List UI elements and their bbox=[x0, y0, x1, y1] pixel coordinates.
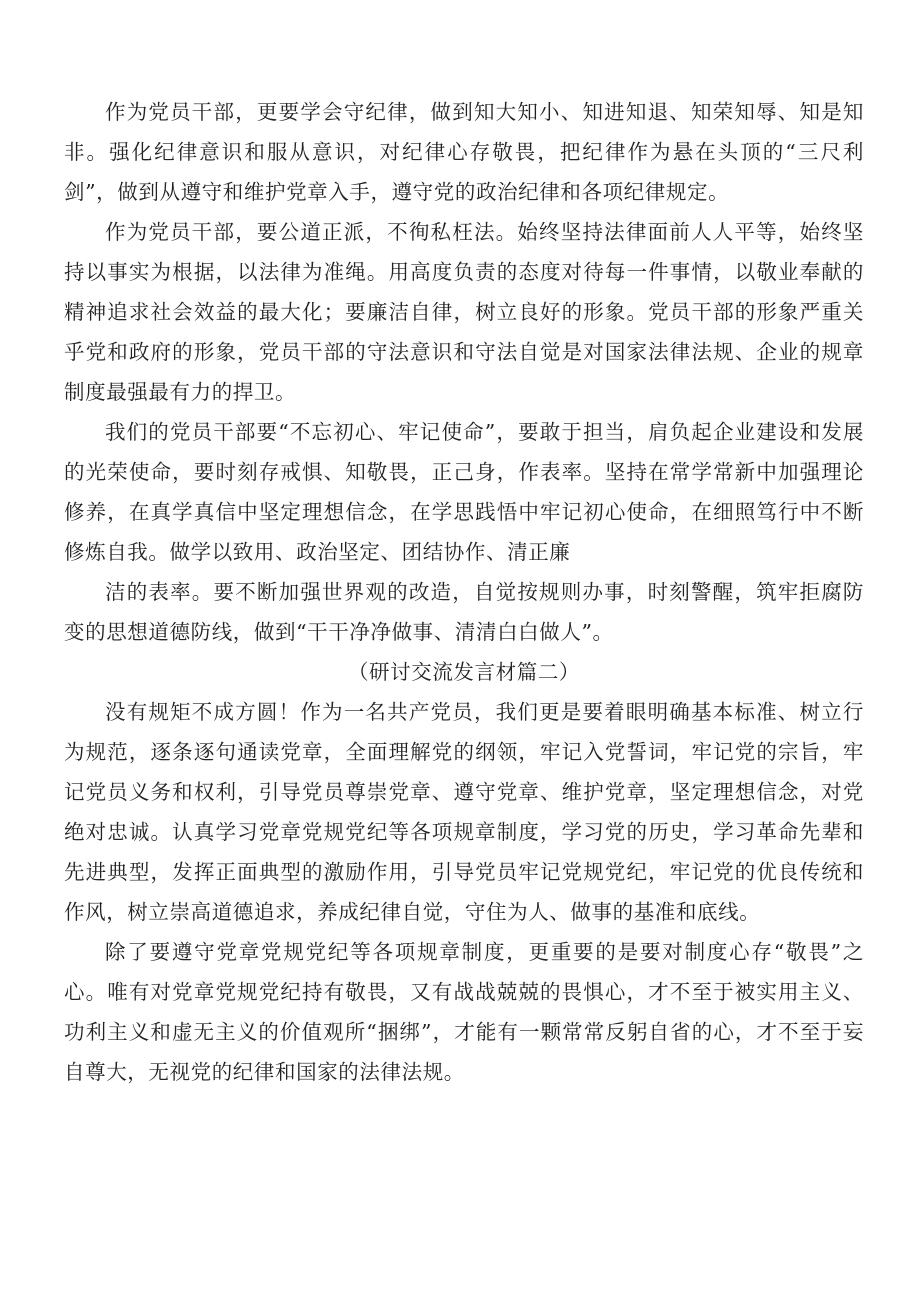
paragraph-mission: 我们的党员干部要“不忘初心、牢记使命”，要敢于担当，肩负起企业建设和发展的光荣使命，要时刻存戒惧、知敬畏，正己身，作表率。坚持在常学常新中加强理论修养，在真学真信中坚定理想信念，在学思践悟中牢记初心使命，在细照笃行中不断修炼自我。做学以致用、政治坚定、团结协作、清正廉 bbox=[64, 420, 864, 564]
paragraph-exemplar: 洁的表率。要不断加强世界观的改造，自觉按规则办事，时刻警醒，筑牢拒腐防变的思想道德防线，做到“干干净净做事、清清白白做人”。 bbox=[64, 580, 864, 644]
document-body bbox=[64, 92, 864, 1092]
paragraph-integrity: 作为党员干部，要公道正派，不徇私枉法。始终坚持法律面前人人平等，始终坚持以事实为根据，以法律为准绳。用高度负责的态度对待每一件事情，以敬业奉献的精神追求社会效益的最大化；要廉洁自律，树立良好的形象。党员干部的形象严重关乎党和政府的形象，党员干部的守法意识和守法自觉是对国家法律法规、企业的规章制度最强最有力的捍卫。 bbox=[64, 220, 864, 404]
paragraph-discipline: 作为党员干部，更要学会守纪律，做到知大知小、知进知退、知荣知辱、知是知非。强化纪律意识和服从意识，对纪律心存敬畏，把纪律作为悬在头顶的“三尺利剑”，做到从遵守和维护党章入手，遵守党的政治纪律和各项纪律规定。 bbox=[64, 100, 864, 204]
paragraph-rules: 没有规矩不成方圆！作为一名共产党员，我们更是要着眼明确基本标准、树立行为规范，逐条逐句通读党章，全面理解党的纲领，牢记入党誓词，牢记党的宗旨，牢记党员义务和权利，引导党员尊崇党章、遵守党章、维护党章，坚定理想信念，对党绝对忠诚。认真学习党章党规党纪等各项规章制度，学习党的历史，学习革命先辈和先进典型，发挥正面典型的激励作用，引导党员牢记党规党纪，牢记党的优良传统和作风，树立崇高道德追求，养成纪律自觉，守住为人、做事的基准和底线。 bbox=[64, 700, 864, 924]
paragraph-reverence: 除了要遵守党章党规党纪等各项规章制度，更重要的是要对制度心存“敬畏”之心。唯有对党章党规党纪持有敬畏，又有战战兢兢的畏惧心，才不至于被实用主义、功利主义和虚无主义的价值观所“捆绑”，才能有一颗常常反躬自省的心，才不至于妄自尊大，无视党的纪律和国家的法律法规。 bbox=[64, 940, 864, 1084]
section-heading: （研讨交流发言材篇二） bbox=[347, 660, 581, 684]
